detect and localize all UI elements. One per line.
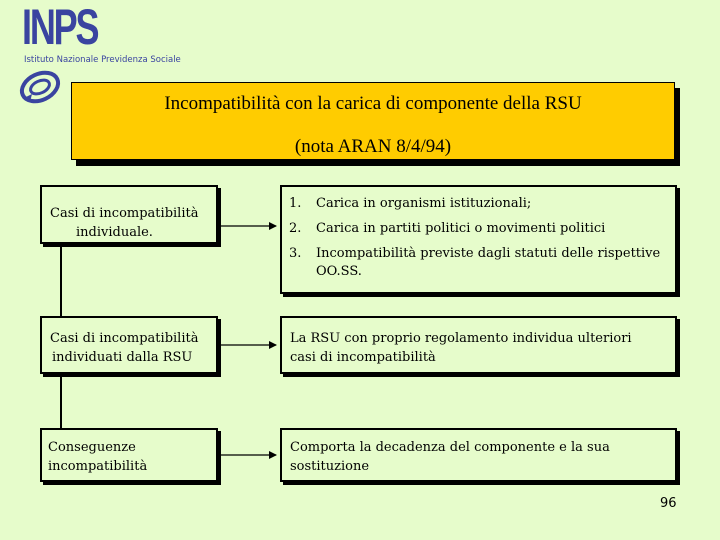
list-item: [289, 195, 669, 213]
list-text: Incompatibilità previste dagli statuti delle rispettive OO.SS.: [316, 246, 661, 279]
banner-title: Incompatibilità con la carica di componente della RSU: [164, 93, 582, 114]
logo-subtitle: Istituto Nazionale Previdenza Sociale: [24, 55, 181, 65]
right-box-text: Comporta la decadenza del componente e la sua sostituzione: [290, 440, 610, 474]
left-box-line: Casi di incompatibilità: [50, 331, 199, 346]
left-box-line: individuale.: [76, 225, 153, 240]
left-box-line: incompatibilità: [48, 459, 148, 474]
right-box-rsu: [280, 316, 677, 374]
list-number: 3.: [289, 246, 302, 261]
left-box-individual: [40, 185, 218, 244]
list-number: 1.: [289, 196, 302, 211]
incompatibility-list: [289, 195, 669, 281]
list-text: Carica in organismi istituzionali;: [316, 196, 532, 211]
right-box-list: [280, 185, 677, 294]
banner-subtitle: (nota ARAN 8/4/94): [294, 136, 452, 157]
left-box-line: Conseguenze: [48, 440, 136, 455]
right-box-text: La RSU con proprio regolamento individua ulteriori casi di incompatibilità: [290, 331, 632, 365]
left-box-line: individuati dalla RSU: [52, 350, 193, 365]
left-box-consequences: [40, 428, 218, 482]
page-number: 96: [660, 496, 677, 511]
left-box-line: Casi di incompatibilità: [50, 206, 199, 221]
list-number: 2.: [289, 221, 302, 236]
list-item: [289, 220, 669, 238]
list-item: [289, 245, 669, 281]
right-box-consequences: [280, 428, 677, 482]
logo-wordmark: INPS: [22, 0, 98, 55]
list-text: Carica in partiti politici o movimenti politici: [316, 221, 606, 236]
left-box-rsu: [40, 316, 218, 374]
